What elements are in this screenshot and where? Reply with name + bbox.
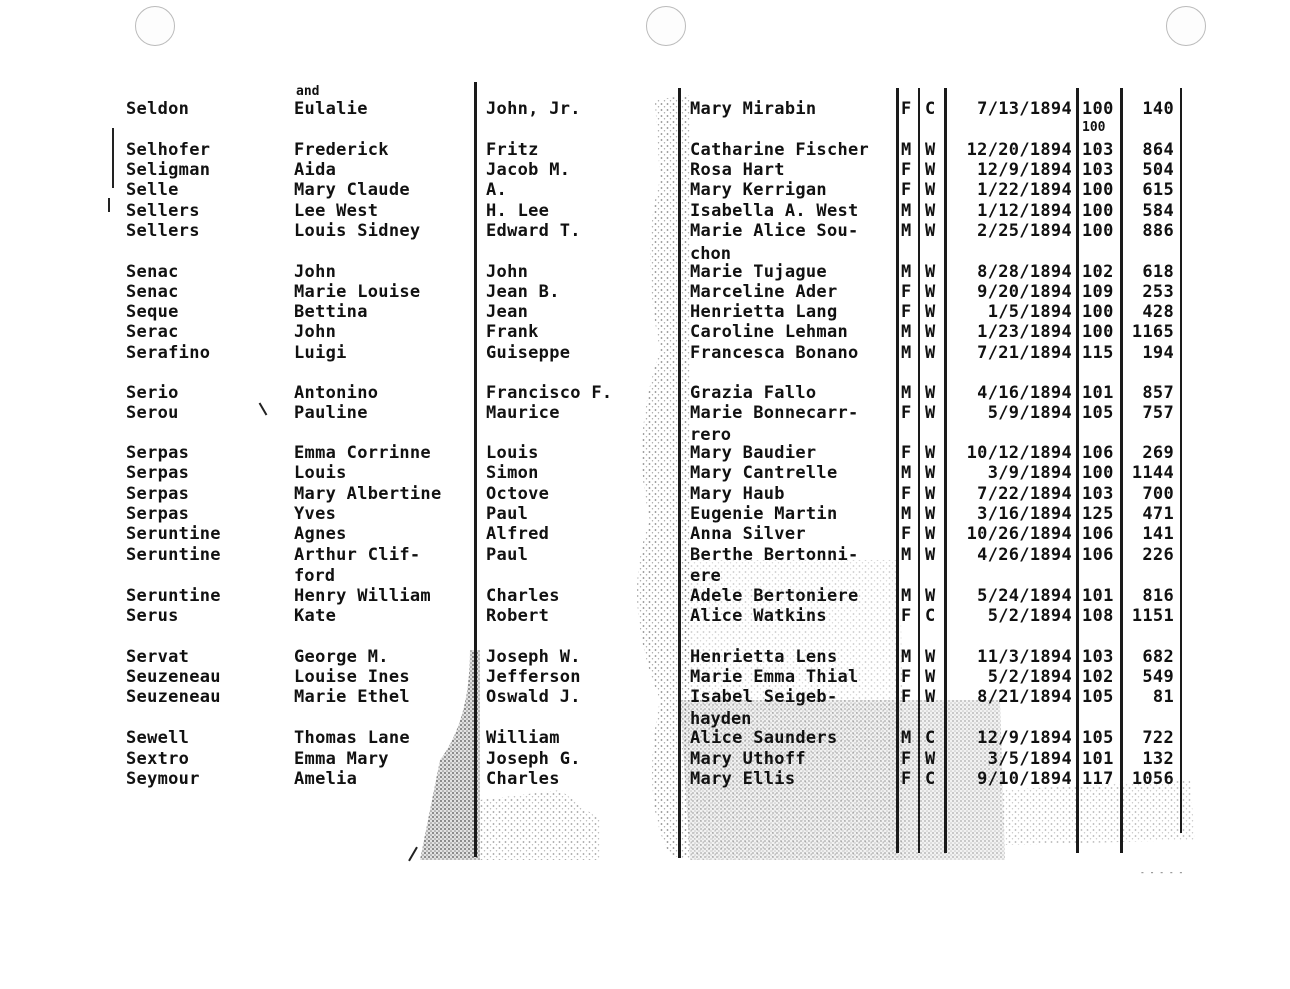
- cell-surname: Selle: [126, 180, 179, 200]
- cell-page: 584: [1142, 201, 1174, 221]
- cell-given: Arthur Clif-: [294, 545, 421, 565]
- cell-father: Paul: [486, 504, 529, 524]
- cell-race: W: [925, 160, 936, 180]
- cell-race: W: [925, 443, 936, 463]
- cell-page: 269: [1142, 443, 1174, 463]
- cell-surname: Senac: [126, 262, 179, 282]
- cell-surname: Serac: [126, 322, 179, 342]
- cell-given: John: [294, 322, 337, 342]
- register-row: [0, 140, 1290, 160]
- cell-surname: Seuzeneau: [126, 687, 221, 707]
- cell-father: Charles: [486, 586, 560, 606]
- cell-date: 1/22/1894: [977, 180, 1072, 200]
- cell-page: 615: [1142, 180, 1174, 200]
- cell-vol: 101: [1082, 749, 1114, 769]
- cell-given: Mary Albertine: [294, 484, 442, 504]
- cell-race: W: [925, 343, 936, 363]
- cell-race: C: [925, 99, 936, 119]
- cell-vol: 100: [1082, 99, 1114, 119]
- cell-father: Frank: [486, 322, 539, 342]
- cell-race: W: [925, 221, 936, 241]
- cell-sex: F: [901, 524, 912, 544]
- cell-father: Paul: [486, 545, 529, 565]
- margin-tick: [408, 847, 418, 862]
- continuation-sellers-mother: chon: [690, 244, 731, 264]
- cell-race: W: [925, 667, 936, 687]
- register-row: [0, 443, 1290, 463]
- cell-race: W: [925, 749, 936, 769]
- cell-date: 3/16/1894: [977, 504, 1072, 524]
- cell-mother: Catharine Fischer: [690, 140, 870, 160]
- register-row: [0, 524, 1290, 544]
- cell-race: W: [925, 463, 936, 483]
- register-row: [0, 769, 1290, 789]
- register-row: [0, 647, 1290, 667]
- cell-father: Francisco F.: [486, 383, 613, 403]
- cell-date: 9/10/1894: [977, 769, 1072, 789]
- cell-sex: M: [901, 262, 912, 282]
- cell-vol: 106: [1082, 443, 1114, 463]
- register-row: [0, 180, 1290, 200]
- cell-surname: Sewell: [126, 728, 190, 748]
- cell-father: Oswald J.: [486, 687, 581, 707]
- cell-page: 857: [1142, 383, 1174, 403]
- continuation-arthur-given: ford: [294, 566, 335, 586]
- cell-page: 886: [1142, 221, 1174, 241]
- cell-given: Agnes: [294, 524, 347, 544]
- cell-race: W: [925, 322, 936, 342]
- cell-date: 5/2/1894: [987, 606, 1072, 626]
- cell-date: 10/26/1894: [966, 524, 1072, 544]
- cell-father: Guiseppe: [486, 343, 571, 363]
- register-row: [0, 403, 1290, 423]
- cell-page: 253: [1142, 282, 1174, 302]
- cell-mother: Marie Bonnecarr-: [690, 403, 859, 423]
- cell-father: Joseph G.: [486, 749, 581, 769]
- cell-surname: Serafino: [126, 343, 211, 363]
- cell-mother: Alice Watkins: [690, 606, 827, 626]
- cell-vol: 103: [1082, 484, 1114, 504]
- cell-date: 12/9/1894: [977, 160, 1072, 180]
- continuation-seldon-given: and: [296, 84, 320, 99]
- cell-vol: 103: [1082, 140, 1114, 160]
- cell-father: Robert: [486, 606, 550, 626]
- cell-date: 2/25/1894: [977, 221, 1072, 241]
- cell-sex: M: [901, 221, 912, 241]
- cell-mother: Henrietta Lens: [690, 647, 838, 667]
- cell-sex: M: [901, 504, 912, 524]
- cell-given: Antonino: [294, 383, 379, 403]
- cell-page: 722: [1142, 728, 1174, 748]
- cell-mother: Mary Kerrigan: [690, 180, 827, 200]
- cell-vol: 105: [1082, 403, 1114, 423]
- cell-date: 7/13/1894: [977, 99, 1072, 119]
- cell-page: 471: [1142, 504, 1174, 524]
- cell-page: 132: [1142, 749, 1174, 769]
- cell-race: W: [925, 524, 936, 544]
- register-row: [0, 749, 1290, 769]
- cell-father: H. Lee: [486, 201, 550, 221]
- cell-surname: Sellers: [126, 221, 200, 241]
- cell-page: 504: [1142, 160, 1174, 180]
- register-row: [0, 221, 1290, 241]
- cell-surname: Seruntine: [126, 545, 221, 565]
- cell-vol: 103: [1082, 647, 1114, 667]
- cell-vol: 100: [1082, 322, 1114, 342]
- cell-surname: Senac: [126, 282, 179, 302]
- cell-sex: F: [901, 302, 912, 322]
- cell-race: W: [925, 647, 936, 667]
- cell-mother: Marie Tujague: [690, 262, 827, 282]
- cell-date: 1/5/1894: [987, 302, 1072, 322]
- cell-mother: Caroline Lehman: [690, 322, 849, 342]
- cell-sex: F: [901, 484, 912, 504]
- cell-date: 1/12/1894: [977, 201, 1072, 221]
- cell-mother: Marie Emma Thial: [690, 667, 859, 687]
- register-row: [0, 687, 1290, 707]
- register-row: [0, 728, 1290, 748]
- register-row: [0, 383, 1290, 403]
- cell-given: George M.: [294, 647, 389, 667]
- cell-race: W: [925, 140, 936, 160]
- cell-page: 1056: [1131, 769, 1174, 789]
- cell-mother: Eugenie Martin: [690, 504, 838, 524]
- cell-date: 5/2/1894: [987, 667, 1072, 687]
- cell-date: 9/20/1894: [977, 282, 1072, 302]
- cell-surname: Seymour: [126, 769, 200, 789]
- cell-father: Simon: [486, 463, 539, 483]
- cell-surname: Serpas: [126, 484, 190, 504]
- cell-mother: Isabella A. West: [690, 201, 859, 221]
- register-row: [0, 484, 1290, 504]
- cell-mother: Rosa Hart: [690, 160, 785, 180]
- register-row: [0, 667, 1290, 687]
- cell-given: Pauline: [294, 403, 368, 423]
- cell-father: John, Jr.: [486, 99, 581, 119]
- punch-hole-center: [646, 6, 686, 46]
- cell-surname: Seuzeneau: [126, 667, 221, 687]
- cell-vol: 105: [1082, 728, 1114, 748]
- cell-given: Marie Louise: [294, 282, 421, 302]
- cell-given: Louise Ines: [294, 667, 410, 687]
- cell-page: 549: [1142, 667, 1174, 687]
- cell-father: Octove: [486, 484, 550, 504]
- cell-surname: Serpas: [126, 443, 190, 463]
- cell-father: A.: [486, 180, 508, 200]
- cell-mother: Mary Cantrelle: [690, 463, 838, 483]
- cell-date: 8/28/1894: [977, 262, 1072, 282]
- cell-vol: 100: [1082, 221, 1114, 241]
- cell-father: John: [486, 262, 529, 282]
- cell-date: 11/3/1894: [977, 647, 1072, 667]
- cell-page: 700: [1142, 484, 1174, 504]
- cell-vol: 115: [1082, 343, 1114, 363]
- cell-date: 4/26/1894: [977, 545, 1072, 565]
- cell-sex: M: [901, 322, 912, 342]
- footer-mark: - - - - -: [1140, 868, 1184, 877]
- cell-sex: F: [901, 403, 912, 423]
- register-row: [0, 586, 1290, 606]
- cell-page: 1151: [1131, 606, 1174, 626]
- cell-surname: Seldon: [126, 99, 190, 119]
- register-row: [0, 504, 1290, 524]
- cell-surname: Serio: [126, 383, 179, 403]
- cell-vol: 101: [1082, 586, 1114, 606]
- cell-sex: F: [901, 160, 912, 180]
- punch-hole-right: [1166, 6, 1206, 46]
- cell-vol: 117: [1082, 769, 1114, 789]
- cell-race: W: [925, 586, 936, 606]
- cell-date: 5/9/1894: [987, 403, 1072, 423]
- cell-mother: Francesca Bonano: [690, 343, 859, 363]
- cell-vol: 105: [1082, 687, 1114, 707]
- cell-page: 816: [1142, 586, 1174, 606]
- cell-given: Bettina: [294, 302, 368, 322]
- cell-page: 141: [1142, 524, 1174, 544]
- register-row: [0, 201, 1290, 221]
- cell-page: 1144: [1131, 463, 1174, 483]
- register-row: [0, 463, 1290, 483]
- cell-date: 7/22/1894: [977, 484, 1072, 504]
- cell-sex: F: [901, 687, 912, 707]
- cell-sex: F: [901, 282, 912, 302]
- cell-sex: M: [901, 728, 912, 748]
- register-row: [0, 160, 1290, 180]
- cell-race: W: [925, 687, 936, 707]
- cell-mother: Berthe Bertonni-: [690, 545, 859, 565]
- cell-race: W: [925, 545, 936, 565]
- cell-father: Jean: [486, 302, 529, 322]
- cell-date: 3/9/1894: [987, 463, 1072, 483]
- cell-page: 226: [1142, 545, 1174, 565]
- cell-date: 8/21/1894: [977, 687, 1072, 707]
- cell-given: Thomas Lane: [294, 728, 410, 748]
- cell-father: Jacob M.: [486, 160, 571, 180]
- cell-given: Frederick: [294, 140, 389, 160]
- cell-race: W: [925, 302, 936, 322]
- cell-given: Luigi: [294, 343, 347, 363]
- cell-vol: 101: [1082, 383, 1114, 403]
- cell-sex: M: [901, 545, 912, 565]
- cell-vol: 102: [1082, 667, 1114, 687]
- register-row: [0, 99, 1290, 119]
- cell-page: 1165: [1131, 322, 1174, 342]
- register-row: [0, 302, 1290, 322]
- cell-mother: Marie Alice Sou-: [690, 221, 859, 241]
- cell-surname: Seruntine: [126, 524, 221, 544]
- cell-vol: 103: [1082, 160, 1114, 180]
- cell-mother: Mary Baudier: [690, 443, 817, 463]
- cell-sex: F: [901, 606, 912, 626]
- cell-surname: Serpas: [126, 504, 190, 524]
- cell-surname: Selhofer: [126, 140, 211, 160]
- cell-race: C: [925, 728, 936, 748]
- cell-page: 618: [1142, 262, 1174, 282]
- register-row: [0, 322, 1290, 342]
- cell-father: Fritz: [486, 140, 539, 160]
- cell-sex: M: [901, 647, 912, 667]
- cell-date: 3/5/1894: [987, 749, 1072, 769]
- cell-surname: Sellers: [126, 201, 200, 221]
- cell-page: 428: [1142, 302, 1174, 322]
- cell-surname: Serus: [126, 606, 179, 626]
- cell-sex: M: [901, 463, 912, 483]
- register-row: [0, 262, 1290, 282]
- cell-sex: F: [901, 749, 912, 769]
- register-row: [0, 545, 1290, 565]
- cell-sex: M: [901, 201, 912, 221]
- cell-date: 5/24/1894: [977, 586, 1072, 606]
- cell-father: Maurice: [486, 403, 560, 423]
- cell-given: Amelia: [294, 769, 358, 789]
- cell-mother: Mary Haub: [690, 484, 785, 504]
- cell-race: W: [925, 383, 936, 403]
- cell-date: 12/20/1894: [966, 140, 1072, 160]
- cell-father: Charles: [486, 769, 560, 789]
- cell-mother: Alice Saunders: [690, 728, 838, 748]
- cell-father: Louis: [486, 443, 539, 463]
- cell-mother: Isabel Seigeb-: [690, 687, 838, 707]
- cell-race: W: [925, 180, 936, 200]
- cell-date: 12/9/1894: [977, 728, 1072, 748]
- cell-mother: Marceline Ader: [690, 282, 838, 302]
- cell-date: 1/23/1894: [977, 322, 1072, 342]
- cell-surname: Seligman: [126, 160, 211, 180]
- continuation-isabel-mother: hayden: [690, 709, 752, 729]
- cell-race: W: [925, 504, 936, 524]
- cell-page: 757: [1142, 403, 1174, 423]
- cell-father: Alfred: [486, 524, 550, 544]
- seldon-vol-overwrite: 100: [1082, 120, 1106, 135]
- cell-page: 864: [1142, 140, 1174, 160]
- cell-surname: Serou: [126, 403, 179, 423]
- cell-page: 682: [1142, 647, 1174, 667]
- cell-father: Joseph W.: [486, 647, 581, 667]
- cell-given: Emma Mary: [294, 749, 389, 769]
- cell-sex: F: [901, 443, 912, 463]
- cell-race: W: [925, 484, 936, 504]
- cell-surname: Seruntine: [126, 586, 221, 606]
- cell-sex: M: [901, 343, 912, 363]
- cell-sex: F: [901, 667, 912, 687]
- cell-given: Louis Sidney: [294, 221, 421, 241]
- cell-vol: 125: [1082, 504, 1114, 524]
- cell-race: W: [925, 403, 936, 423]
- cell-given: John: [294, 262, 337, 282]
- cell-race: C: [925, 769, 936, 789]
- cell-mother: Mary Uthoff: [690, 749, 806, 769]
- cell-mother: Mary Ellis: [690, 769, 796, 789]
- punch-hole-left: [135, 6, 175, 46]
- cell-race: W: [925, 262, 936, 282]
- cell-vol: 102: [1082, 262, 1114, 282]
- cell-vol: 100: [1082, 180, 1114, 200]
- cell-surname: Servat: [126, 647, 190, 667]
- cell-surname: Seque: [126, 302, 179, 322]
- cell-sex: F: [901, 769, 912, 789]
- cell-mother: Grazia Fallo: [690, 383, 817, 403]
- cell-date: 4/16/1894: [977, 383, 1072, 403]
- cell-father: William: [486, 728, 560, 748]
- cell-race: W: [925, 201, 936, 221]
- continuation-berthe-mother: ere: [690, 566, 721, 586]
- cell-vol: 108: [1082, 606, 1114, 626]
- cell-given: Louis: [294, 463, 347, 483]
- cell-given: Lee West: [294, 201, 379, 221]
- cell-given: Aida: [294, 160, 337, 180]
- continuation-serou-mother: rero: [690, 425, 731, 445]
- cell-date: 7/21/1894: [977, 343, 1072, 363]
- cell-given: Mary Claude: [294, 180, 410, 200]
- cell-sex: F: [901, 99, 912, 119]
- cell-given: Marie Ethel: [294, 687, 410, 707]
- cell-race: C: [925, 606, 936, 626]
- cell-vol: 100: [1082, 201, 1114, 221]
- register-row: [0, 282, 1290, 302]
- cell-given: Yves: [294, 504, 337, 524]
- cell-sex: F: [901, 180, 912, 200]
- cell-vol: 109: [1082, 282, 1114, 302]
- cell-mother: Henrietta Lang: [690, 302, 838, 322]
- cell-page: 140: [1142, 99, 1174, 119]
- cell-given: Emma Corrinne: [294, 443, 431, 463]
- cell-given: Eulalie: [294, 99, 368, 119]
- register-row: [0, 343, 1290, 363]
- cell-mother: Anna Silver: [690, 524, 806, 544]
- cell-given: Kate: [294, 606, 337, 626]
- cell-mother: Adele Bertoniere: [690, 586, 859, 606]
- cell-vol: 100: [1082, 302, 1114, 322]
- cell-vol: 106: [1082, 524, 1114, 544]
- cell-vol: 106: [1082, 545, 1114, 565]
- cell-sex: M: [901, 586, 912, 606]
- cell-page: 194: [1142, 343, 1174, 363]
- cell-page: 81: [1152, 687, 1174, 707]
- cell-surname: Sextro: [126, 749, 190, 769]
- cell-mother: Mary Mirabin: [690, 99, 817, 119]
- cell-date: 10/12/1894: [966, 443, 1072, 463]
- cell-race: W: [925, 282, 936, 302]
- register-row: [0, 606, 1290, 626]
- cell-given: Henry William: [294, 586, 431, 606]
- cell-sex: M: [901, 140, 912, 160]
- cell-surname: Serpas: [126, 463, 190, 483]
- cell-sex: M: [901, 383, 912, 403]
- cell-father: Edward T.: [486, 221, 581, 241]
- cell-father: Jefferson: [486, 667, 581, 687]
- cell-father: Jean B.: [486, 282, 560, 302]
- cell-vol: 100: [1082, 463, 1114, 483]
